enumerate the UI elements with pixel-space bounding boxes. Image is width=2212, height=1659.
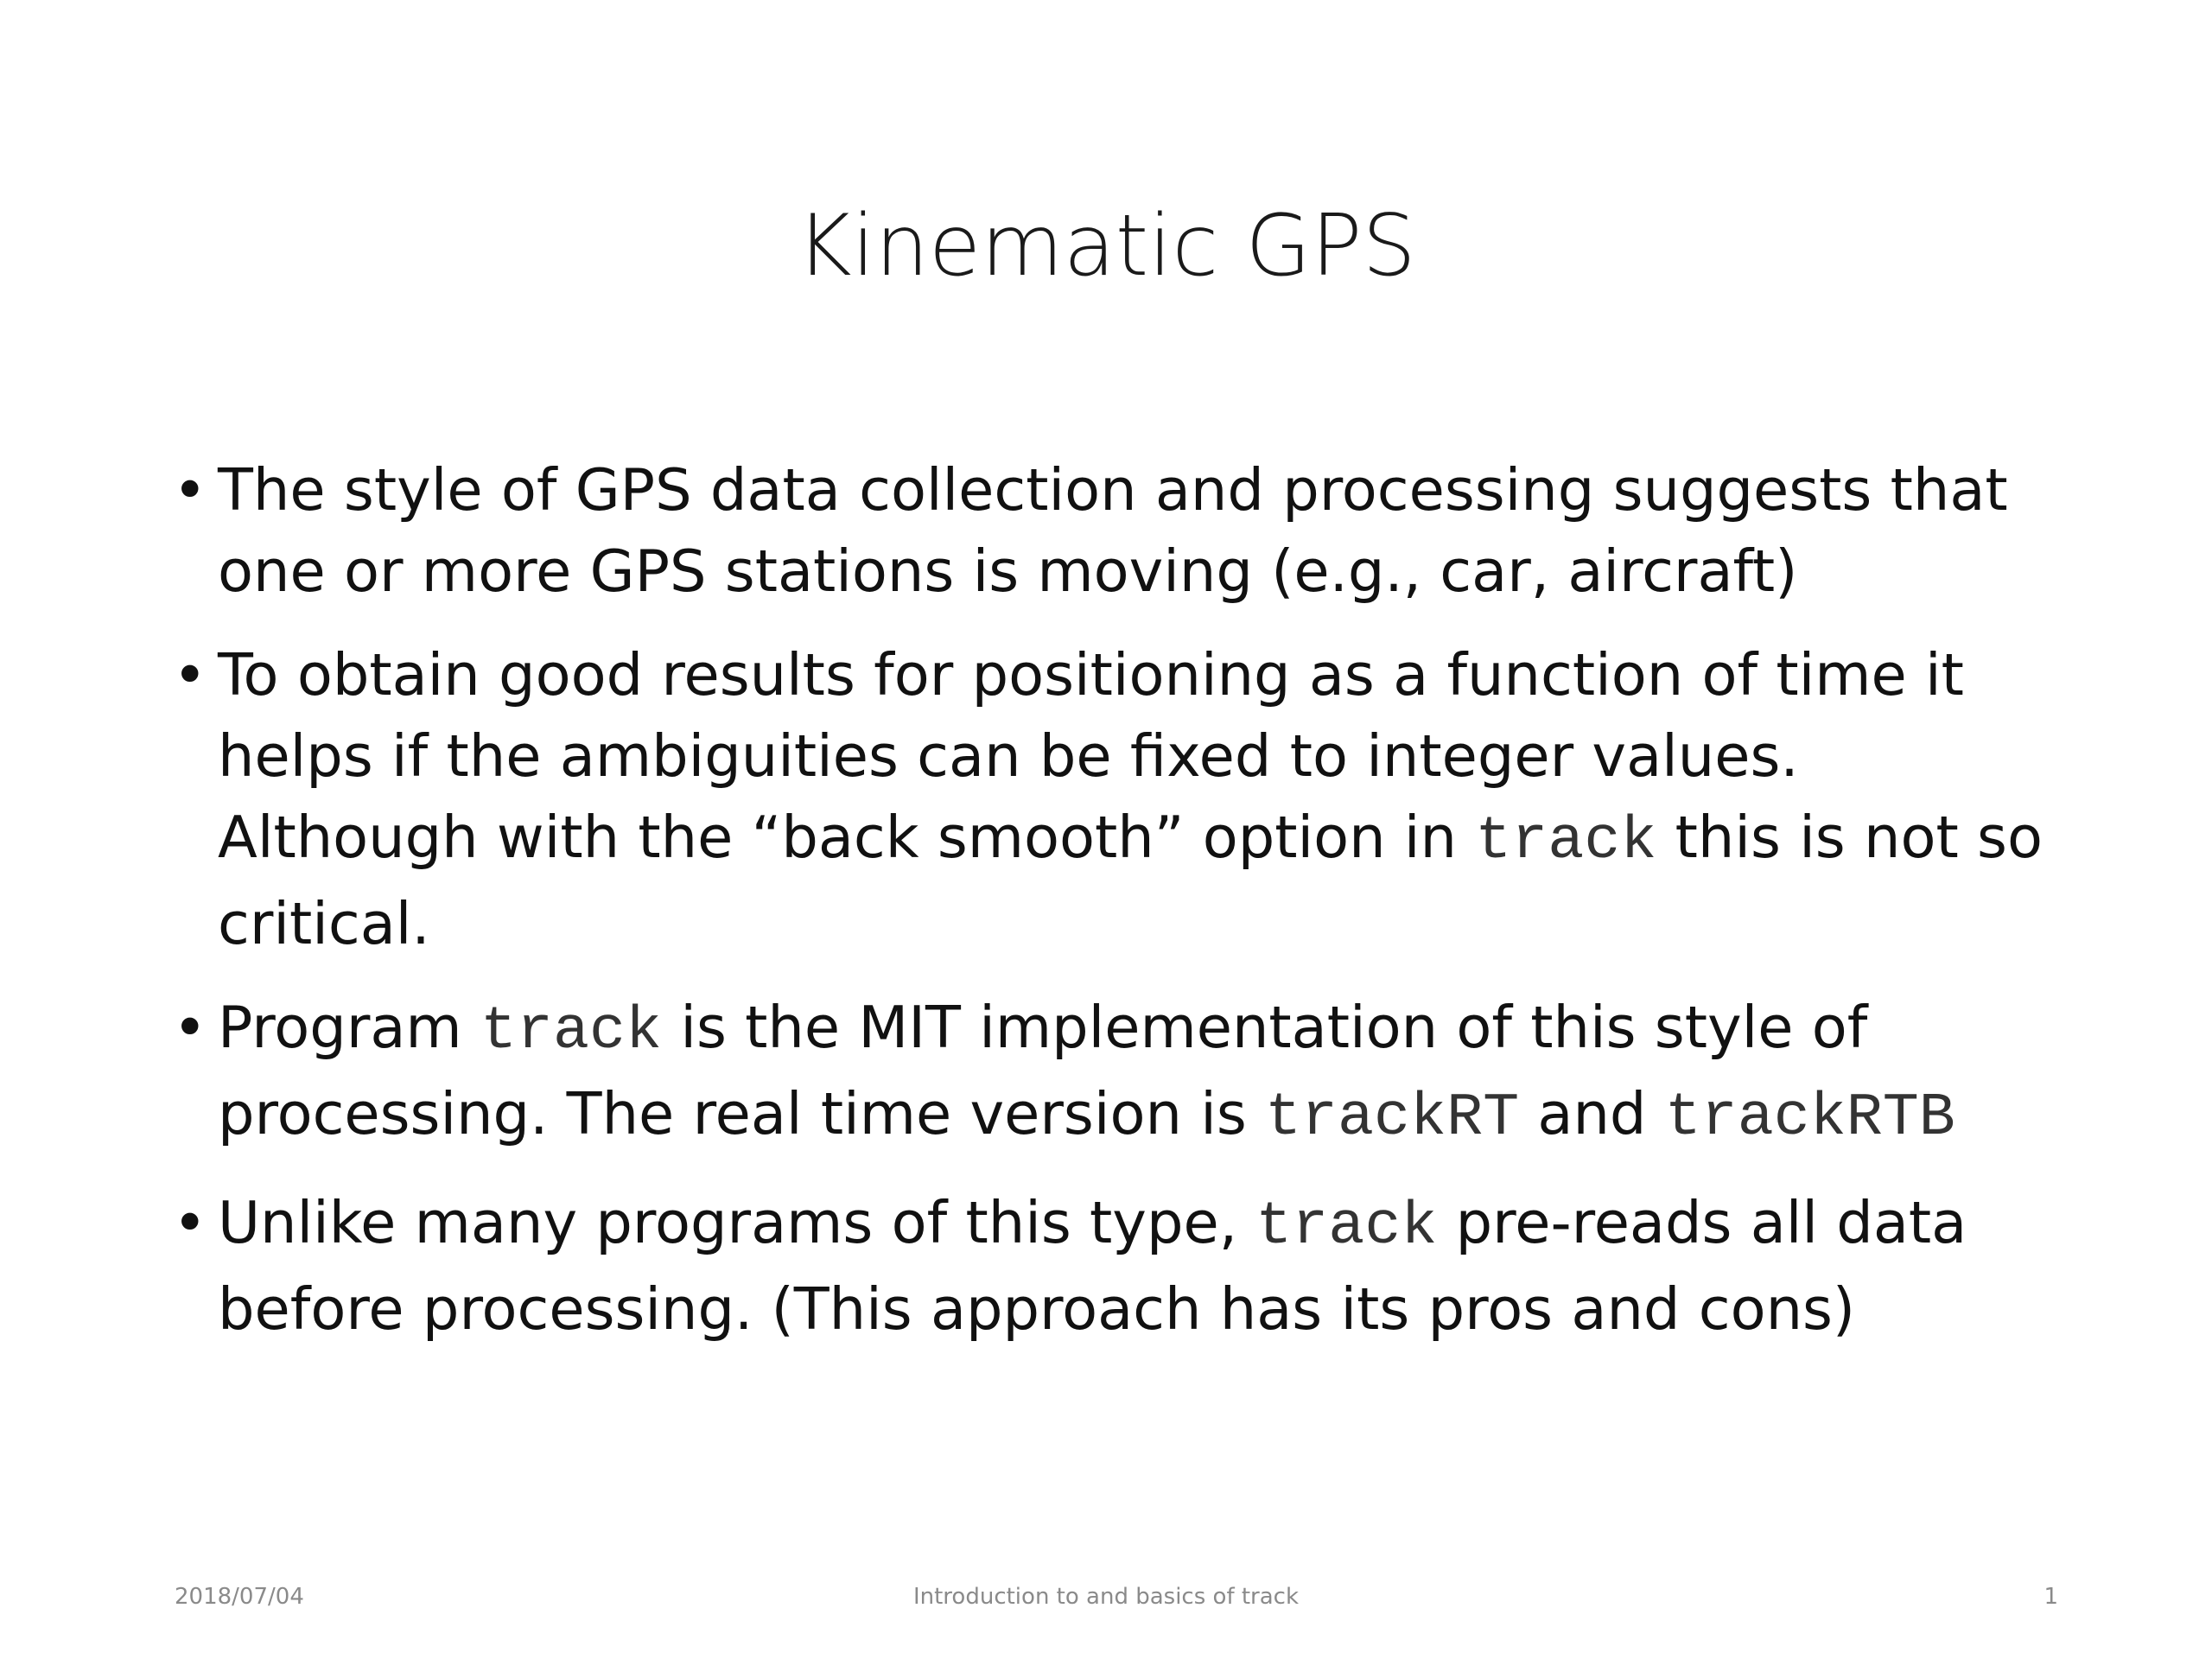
code-term: track — [1475, 808, 1657, 876]
bullet-item — [173, 1182, 2074, 1350]
bullet-text — [218, 1189, 1967, 1343]
bullet-list — [173, 449, 2074, 1372]
bullet-item — [173, 987, 2074, 1160]
bullet-marker: • — [173, 641, 207, 709]
bullet-text — [218, 994, 1955, 1153]
bullet-text — [218, 641, 2043, 957]
bullet-marker: • — [173, 456, 207, 524]
bullet-marker: • — [173, 994, 207, 1061]
bullet-segment: this is not so critical. — [218, 804, 2043, 957]
code-term: trackRT — [1265, 1084, 1520, 1153]
bullet-item — [173, 634, 2074, 964]
bullet-segment: Program — [218, 994, 480, 1061]
bullet-segment: is the MIT implementation of this style of processing. The real time version is — [218, 994, 1868, 1147]
slide-title: Kinematic GPS — [796, 197, 1416, 296]
bullet-segment: The style of GPS data collection and processing suggests that one or more GPS stations is moving (e.g., car, aircraft) — [218, 456, 2008, 605]
bullet-segment: and — [1519, 1080, 1665, 1147]
bullet-segment: To obtain good results for positioning as a function of time it helps if the ambiguities can be fixed to integer values. Although with the “back smooth” option in — [218, 641, 1964, 871]
page-number: 1 — [2044, 1584, 2058, 1610]
bullet-marker: • — [173, 1189, 207, 1256]
footer-date: 2018/07/04 — [175, 1584, 304, 1610]
bullet-item — [173, 449, 2074, 612]
code-term: track — [480, 998, 663, 1066]
footer-title: Introduction to and basics of track — [912, 1584, 1300, 1610]
bullet-text — [218, 456, 2008, 605]
bullet-segment: pre-reads all data before processing. (This approach has its pros and cons) — [218, 1189, 1967, 1343]
code-term: trackRTB — [1664, 1084, 1955, 1153]
code-term: track — [1255, 1193, 1438, 1262]
bullet-segment: Unlike many programs of this type, — [218, 1189, 1256, 1256]
